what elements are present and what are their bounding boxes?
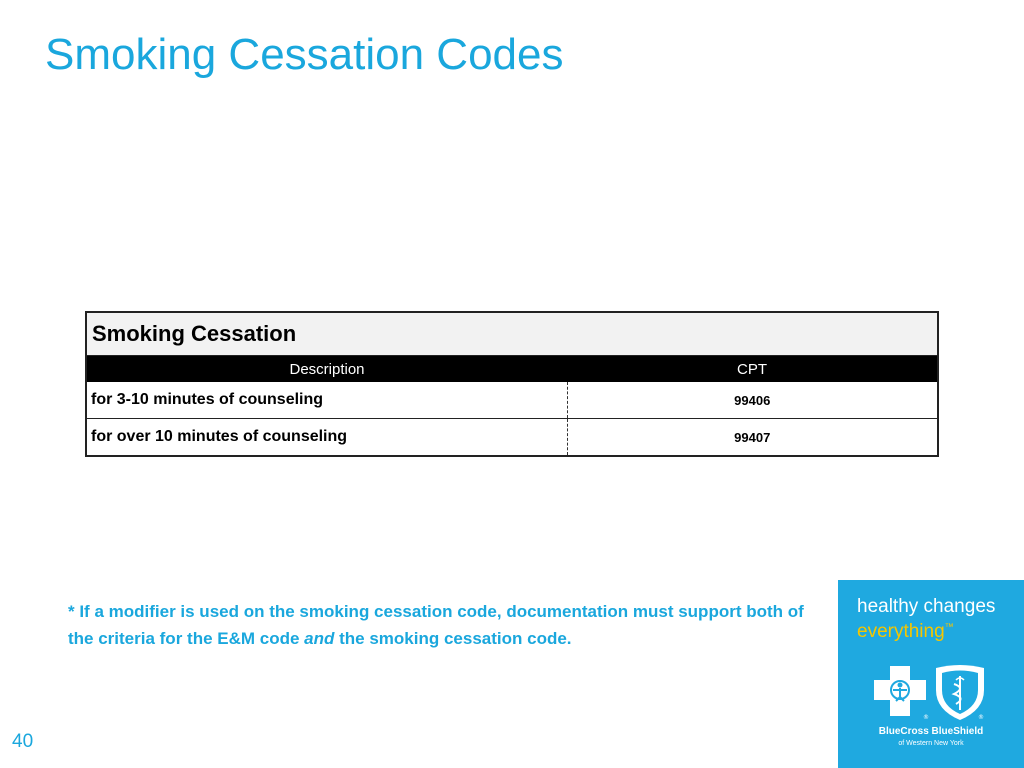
column-header-cpt: CPT bbox=[567, 356, 938, 383]
svg-text:®: ® bbox=[978, 714, 984, 721]
table-caption: Smoking Cessation bbox=[86, 312, 938, 356]
footnote-text-after: the smoking cessation code. bbox=[334, 629, 572, 648]
row-description: for 3-10 minutes of counseling bbox=[86, 382, 567, 419]
row-description: for over 10 minutes of counseling bbox=[86, 419, 567, 457]
smoking-cessation-table bbox=[85, 311, 939, 457]
blue-cross-icon bbox=[874, 666, 929, 721]
footnote-emphasis: and bbox=[304, 629, 335, 648]
footnote-text-before: * If a modifier is used on the smoking cessation code, documentation must support both of the criteria for the E&M code bbox=[68, 602, 804, 648]
page-number: 40 bbox=[12, 731, 34, 752]
table-header-row bbox=[86, 356, 938, 383]
row-cpt-code: 99406 bbox=[567, 382, 938, 419]
slide-title: Smoking Cessation Codes bbox=[45, 30, 564, 79]
blue-shield-icon bbox=[936, 665, 984, 721]
brand-company-name: BlueCross BlueShield bbox=[878, 726, 984, 737]
bcbs-logo-mark bbox=[872, 664, 992, 724]
brand-region: of Western New York bbox=[898, 740, 964, 747]
table-row bbox=[86, 419, 938, 457]
column-header-description: Description bbox=[86, 356, 567, 383]
brand-logo-box bbox=[838, 580, 1024, 768]
tagline-line-1: healthy changes bbox=[857, 596, 996, 617]
table-caption-row bbox=[86, 312, 938, 356]
trademark-mark: ™ bbox=[944, 621, 954, 632]
row-cpt-code: 99407 bbox=[567, 419, 938, 457]
tagline-line-2-text: everything bbox=[857, 621, 945, 642]
footnote bbox=[68, 598, 828, 652]
table-row bbox=[86, 382, 938, 419]
svg-text:®: ® bbox=[923, 714, 929, 721]
tagline-line-2 bbox=[857, 621, 954, 643]
